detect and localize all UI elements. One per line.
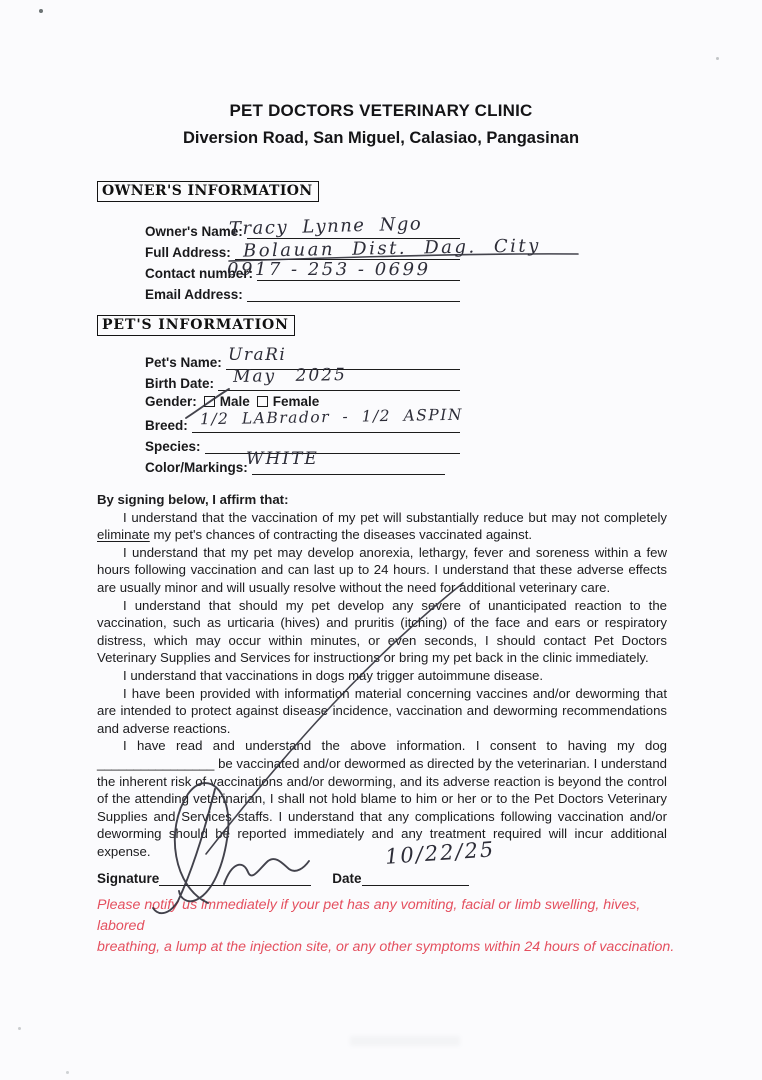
species-blank-line — [205, 435, 460, 454]
pet-section-heading — [97, 315, 295, 336]
signature-blank-line — [159, 865, 311, 886]
contact-number-label: Contact number: — [145, 266, 253, 281]
consent-p1-after: my pet's chances of contracting the diseases vaccinated against. — [153, 527, 533, 543]
color-markings-label: Color/Markings: — [145, 460, 248, 475]
male-checkbox — [204, 396, 215, 407]
consent-p6-before: I have read and understand the above information. I consent to having my dog — [123, 738, 667, 754]
female-label: Female — [272, 394, 320, 409]
notice-line-2: breathing, a lump at the injection site, or any other symptoms within 24 hours of vaccination. — [97, 939, 675, 955]
consent-p1-underlined-word: eliminate — [97, 527, 150, 543]
owner-name-label: Owner's Name: — [145, 224, 243, 239]
scan-speck — [39, 9, 43, 13]
date-handwriting: 10/22/25 — [384, 837, 496, 869]
owner-name-handwriting: Tracy Lynne Ngo — [228, 213, 423, 240]
full-address-label: Full Address: — [145, 245, 231, 260]
owner-section-heading — [97, 181, 319, 202]
consent-text-block — [97, 491, 667, 860]
consent-intro: By signing below, I affirm that: — [97, 492, 289, 507]
contact-number-handwriting: 0917 - 253 - 0699 — [227, 259, 431, 280]
consent-paragraph-4: I understand that vaccinations in dogs may trigger autoimmune disease. — [123, 667, 544, 683]
color-markings-handwriting: WHITE — [246, 449, 319, 469]
consent-paragraph-1 — [97, 509, 667, 544]
scan-speck — [66, 1071, 69, 1074]
scan-smudge — [350, 1036, 460, 1046]
pet-name-handwriting: UraRi — [228, 345, 287, 365]
pet-name-label: Pet's Name: — [145, 355, 222, 370]
consent-paragraph-6 — [97, 737, 667, 860]
male-label: Male — [219, 394, 250, 409]
consent-p1-before: I understand that the vaccination of my pet will substantially reduce but may not completely — [123, 509, 667, 525]
breed-label: Breed: — [145, 418, 188, 433]
email-address-label: Email Address: — [145, 287, 243, 302]
date-label: Date — [332, 871, 362, 886]
consent-p6-after: be vaccinated and/or dewormed as directed by the veterinarian. I understand the inherent risk of vaccinations and/or deworming, and its adverse reaction is beyond the control of the attending veterinarian, I shall not hold blame to him or her or to the Pet Doctors Veterinary Supplies and Services staffs. I understand that any complications following vaccination and/or deworming should be reported immediately and any treatment required will incur additional expense. — [97, 755, 667, 859]
female-checkbox — [257, 396, 268, 407]
gender-row — [145, 394, 319, 409]
post-vaccination-notice — [97, 895, 675, 958]
email-address-row — [145, 284, 460, 302]
species-label: Species: — [145, 439, 201, 454]
consent-paragraph-3: I understand that should my pet develop any severe of unanticipated reaction to the vaccination, such as urticaria (hives) and pruritis (itching) of the face and ears or respiratory distress, which may occur within minutes, or even seconds, I should contact Pet Doctors Veterinary Supplies and Services for instructions or bring my pet back in the clinic immediately. — [97, 597, 667, 666]
scan-speck — [716, 57, 719, 60]
full-address-handwriting: Bolauan Dist. Dag. City — [242, 235, 542, 262]
owner-heading-box: OWNER'S INFORMATION — [97, 181, 319, 202]
birth-date-label: Birth Date: — [145, 376, 215, 391]
email-address-blank-line — [247, 283, 460, 302]
birth-date-handwriting: May 2025 — [232, 365, 347, 387]
clinic-address: Diversion Road, San Miguel, Calasiao, Pangasinan — [182, 129, 580, 147]
date-blank-line — [362, 865, 469, 886]
breed-handwriting: 1/2 LABrador - 1/2 ASPIN — [199, 405, 464, 429]
gender-label: Gender: — [145, 394, 197, 409]
consent-paragraph-5: I have been provided with information material concerning vaccines and/or deworming that are intended to protect against disease incidence, vaccination and deworming recommendations and adverse reactions. — [97, 685, 667, 736]
consent-paragraph-2: I understand that my pet may develop anorexia, lethargy, fever and soreness within a few hours following vaccination and can last up to 24 hours. I understand that these adverse effects are usually minor and will usually resolve without the need for additional veterinary care. — [97, 544, 667, 595]
pet-heading-box: PET'S INFORMATION — [97, 315, 295, 336]
clinic-name: PET DOCTORS VETERINARY CLINIC — [229, 101, 533, 120]
notice-line-1: Please notify us immediately if your pet has any vomiting, facial or limb swelling, hives, labored — [97, 897, 641, 934]
signature-label: Signature — [97, 871, 160, 886]
signature-date-row — [97, 866, 469, 886]
consent-dog-name-blank: ________________ — [97, 755, 215, 771]
scan-speck — [18, 1027, 21, 1030]
